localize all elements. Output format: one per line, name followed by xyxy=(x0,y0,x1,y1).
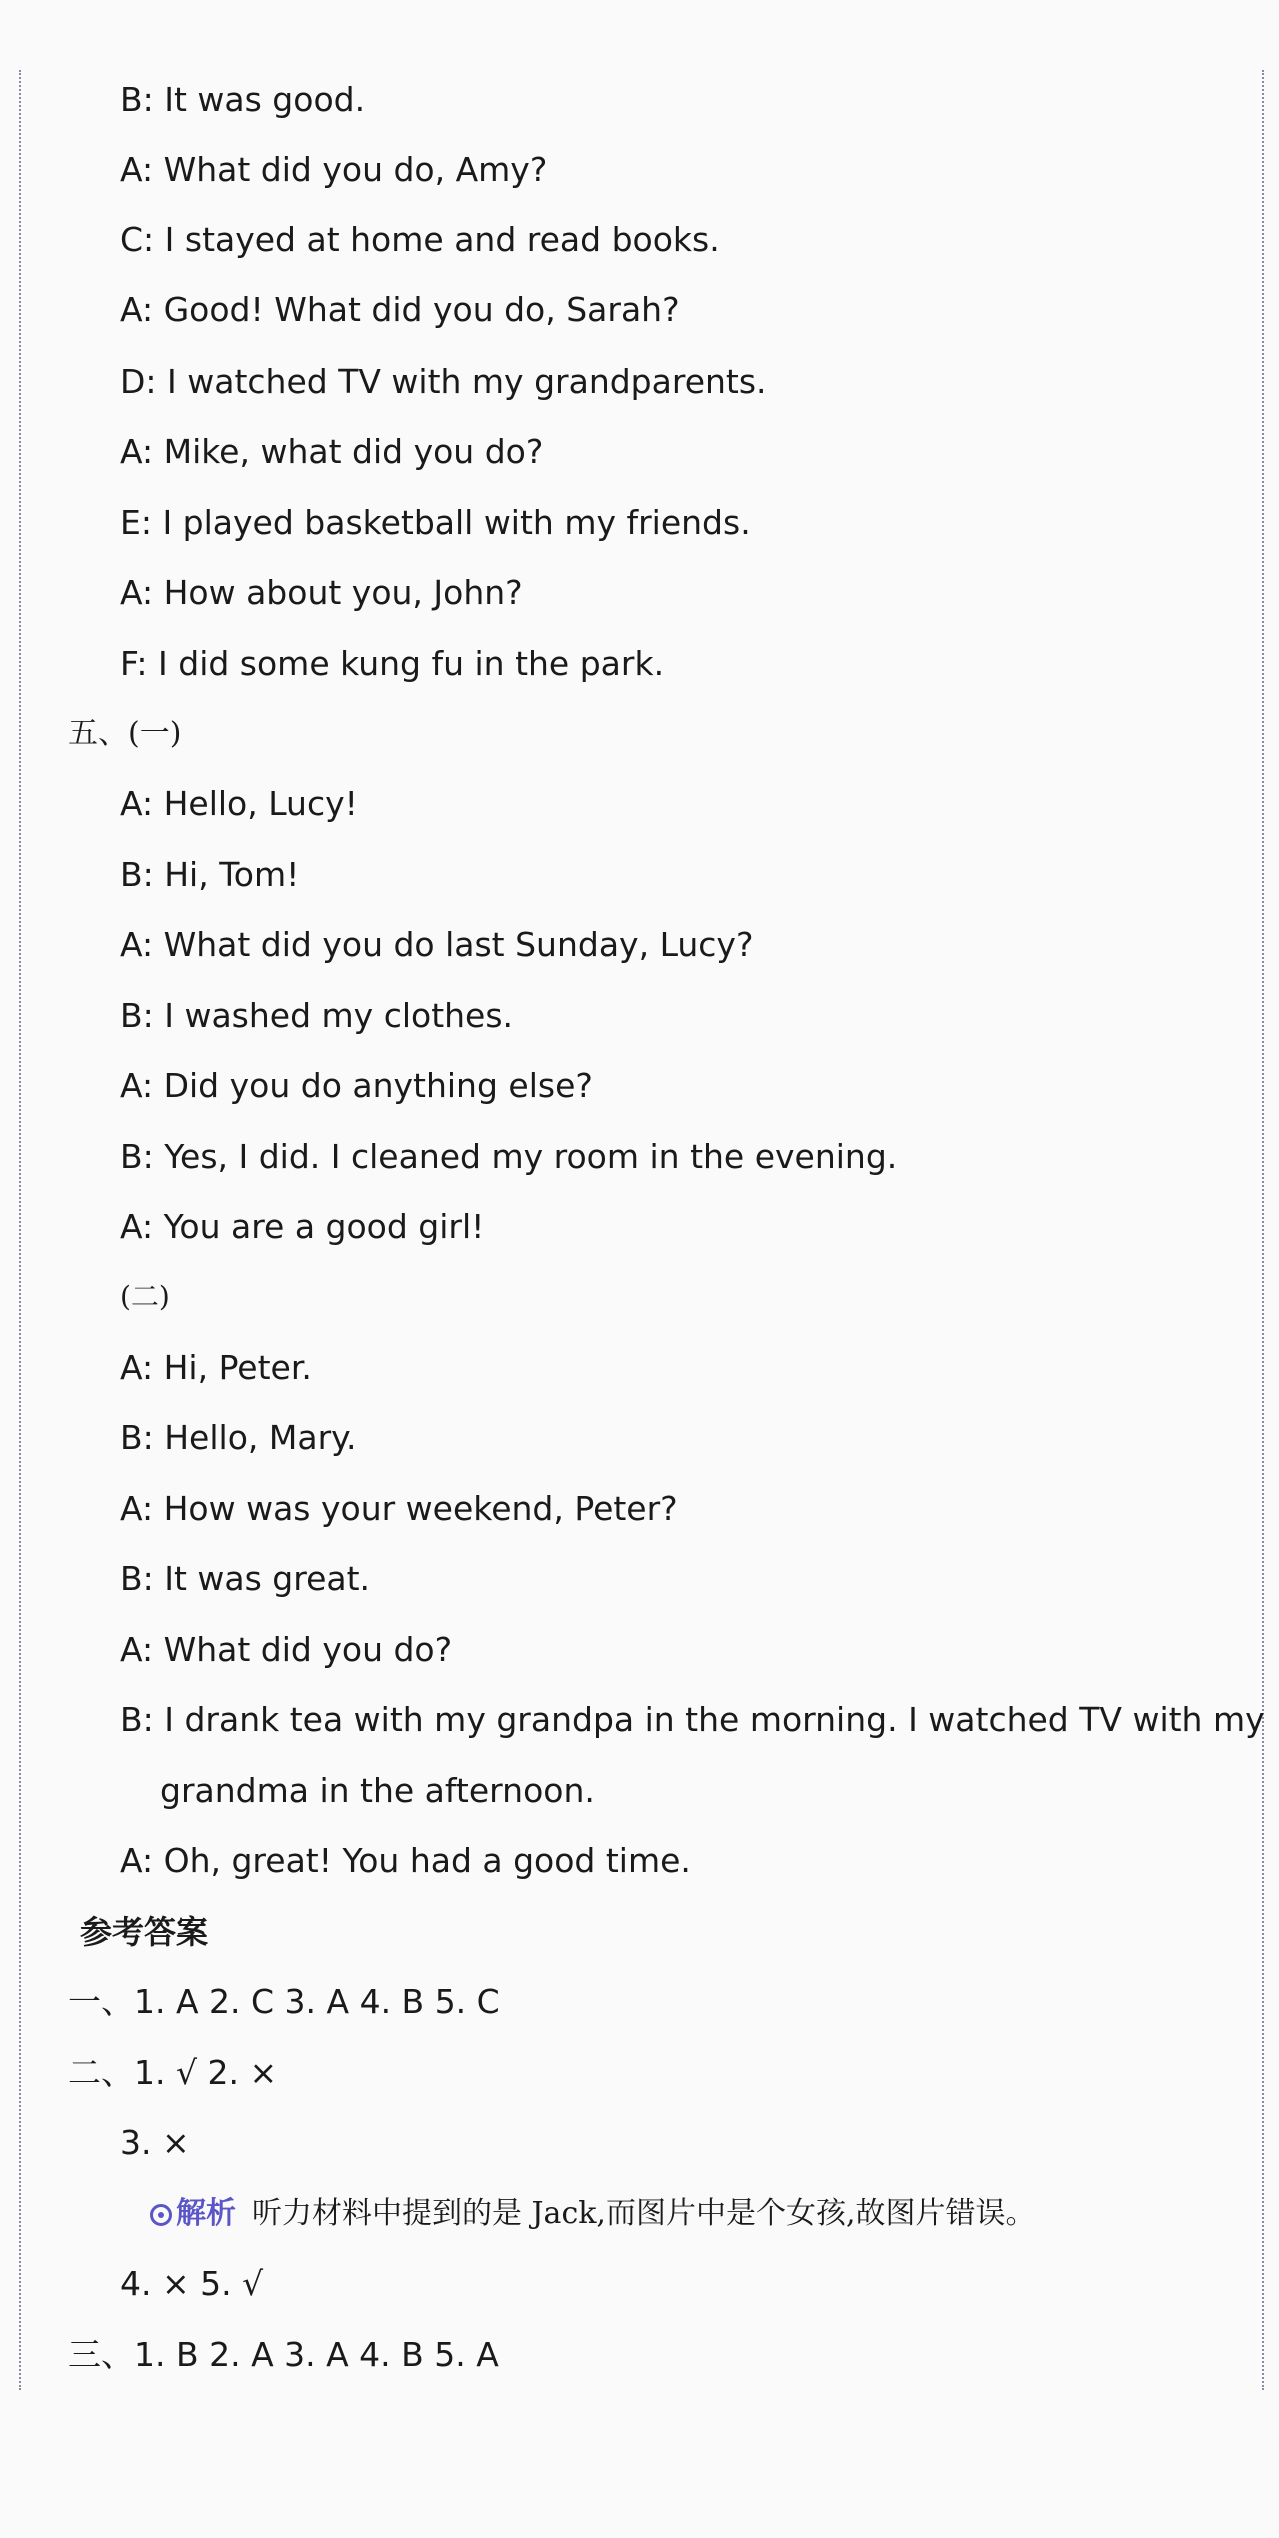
dialogue-line: A: What did you do, Amy? xyxy=(120,150,548,189)
left-dotted-border xyxy=(19,70,21,2390)
dialogue-line: A: How about you, John? xyxy=(120,573,523,612)
dialogue-line: A: You are a good girl! xyxy=(120,1207,485,1246)
dialogue-line: A: Hi, Peter. xyxy=(120,1348,312,1387)
dialogue-line: A: Mike, what did you do? xyxy=(120,432,544,471)
right-dotted-border xyxy=(1262,70,1264,2390)
analysis-icon xyxy=(150,2204,172,2226)
analysis-note xyxy=(150,2194,1036,2234)
dialogue-line: A: Oh, great! You had a good time. xyxy=(120,1841,691,1880)
dialogue-line: E: I played basketball with my friends. xyxy=(120,503,751,542)
answer-row: 4. × 5. √ xyxy=(120,2264,264,2303)
dialogue-line: B: It was good. xyxy=(120,80,366,119)
analysis-tag-label: 解析 xyxy=(176,2196,236,2231)
dialogue-line: A: Hello, Lucy! xyxy=(120,784,358,823)
analysis-tag xyxy=(150,2196,236,2231)
dialogue-line: B: Yes, I did. I cleaned my room in the evening. xyxy=(120,1137,898,1176)
subsection-label: (二) xyxy=(120,1280,170,1313)
dialogue-line: B: I washed my clothes. xyxy=(120,996,514,1035)
dialogue-line: A: What did you do? xyxy=(120,1630,453,1669)
dialogue-line: F: I did some kung fu in the park. xyxy=(120,644,665,683)
dialogue-line: B: It was great. xyxy=(120,1559,371,1598)
dialogue-line: C: I stayed at home and read books. xyxy=(120,220,720,259)
section-label: 五、(一) xyxy=(68,716,182,751)
dialogue-line: A: How was your weekend, Peter? xyxy=(120,1489,678,1528)
answer-row: 三、1. B 2. A 3. A 4. B 5. A xyxy=(68,2335,499,2374)
dialogue-line: A: Did you do anything else? xyxy=(120,1066,593,1105)
answer-row: 一、1. A 2. C 3. A 4. B 5. C xyxy=(68,1982,500,2021)
answers-heading: 参考答案 xyxy=(80,1913,209,1951)
answer-row: 二、1. √ 2. × xyxy=(68,2053,278,2092)
dialogue-line: D: I watched TV with my grandparents. xyxy=(120,362,767,401)
dialogue-line: A: What did you do last Sunday, Lucy? xyxy=(120,925,754,964)
answer-row: 3. × xyxy=(120,2123,190,2162)
dialogue-line: grandma in the afternoon. xyxy=(160,1771,595,1810)
dialogue-line: B: Hi, Tom! xyxy=(120,855,300,894)
dialogue-line: A: Good! What did you do, Sarah? xyxy=(120,290,680,329)
dialogue-line: B: I drank tea with my grandpa in the morning. I watched TV with my xyxy=(120,1700,1265,1739)
analysis-text: 听力材料中提到的是 Jack,而图片中是个女孩,故图片错误。 xyxy=(252,2196,1036,2231)
dialogue-line: B: Hello, Mary. xyxy=(120,1418,357,1457)
